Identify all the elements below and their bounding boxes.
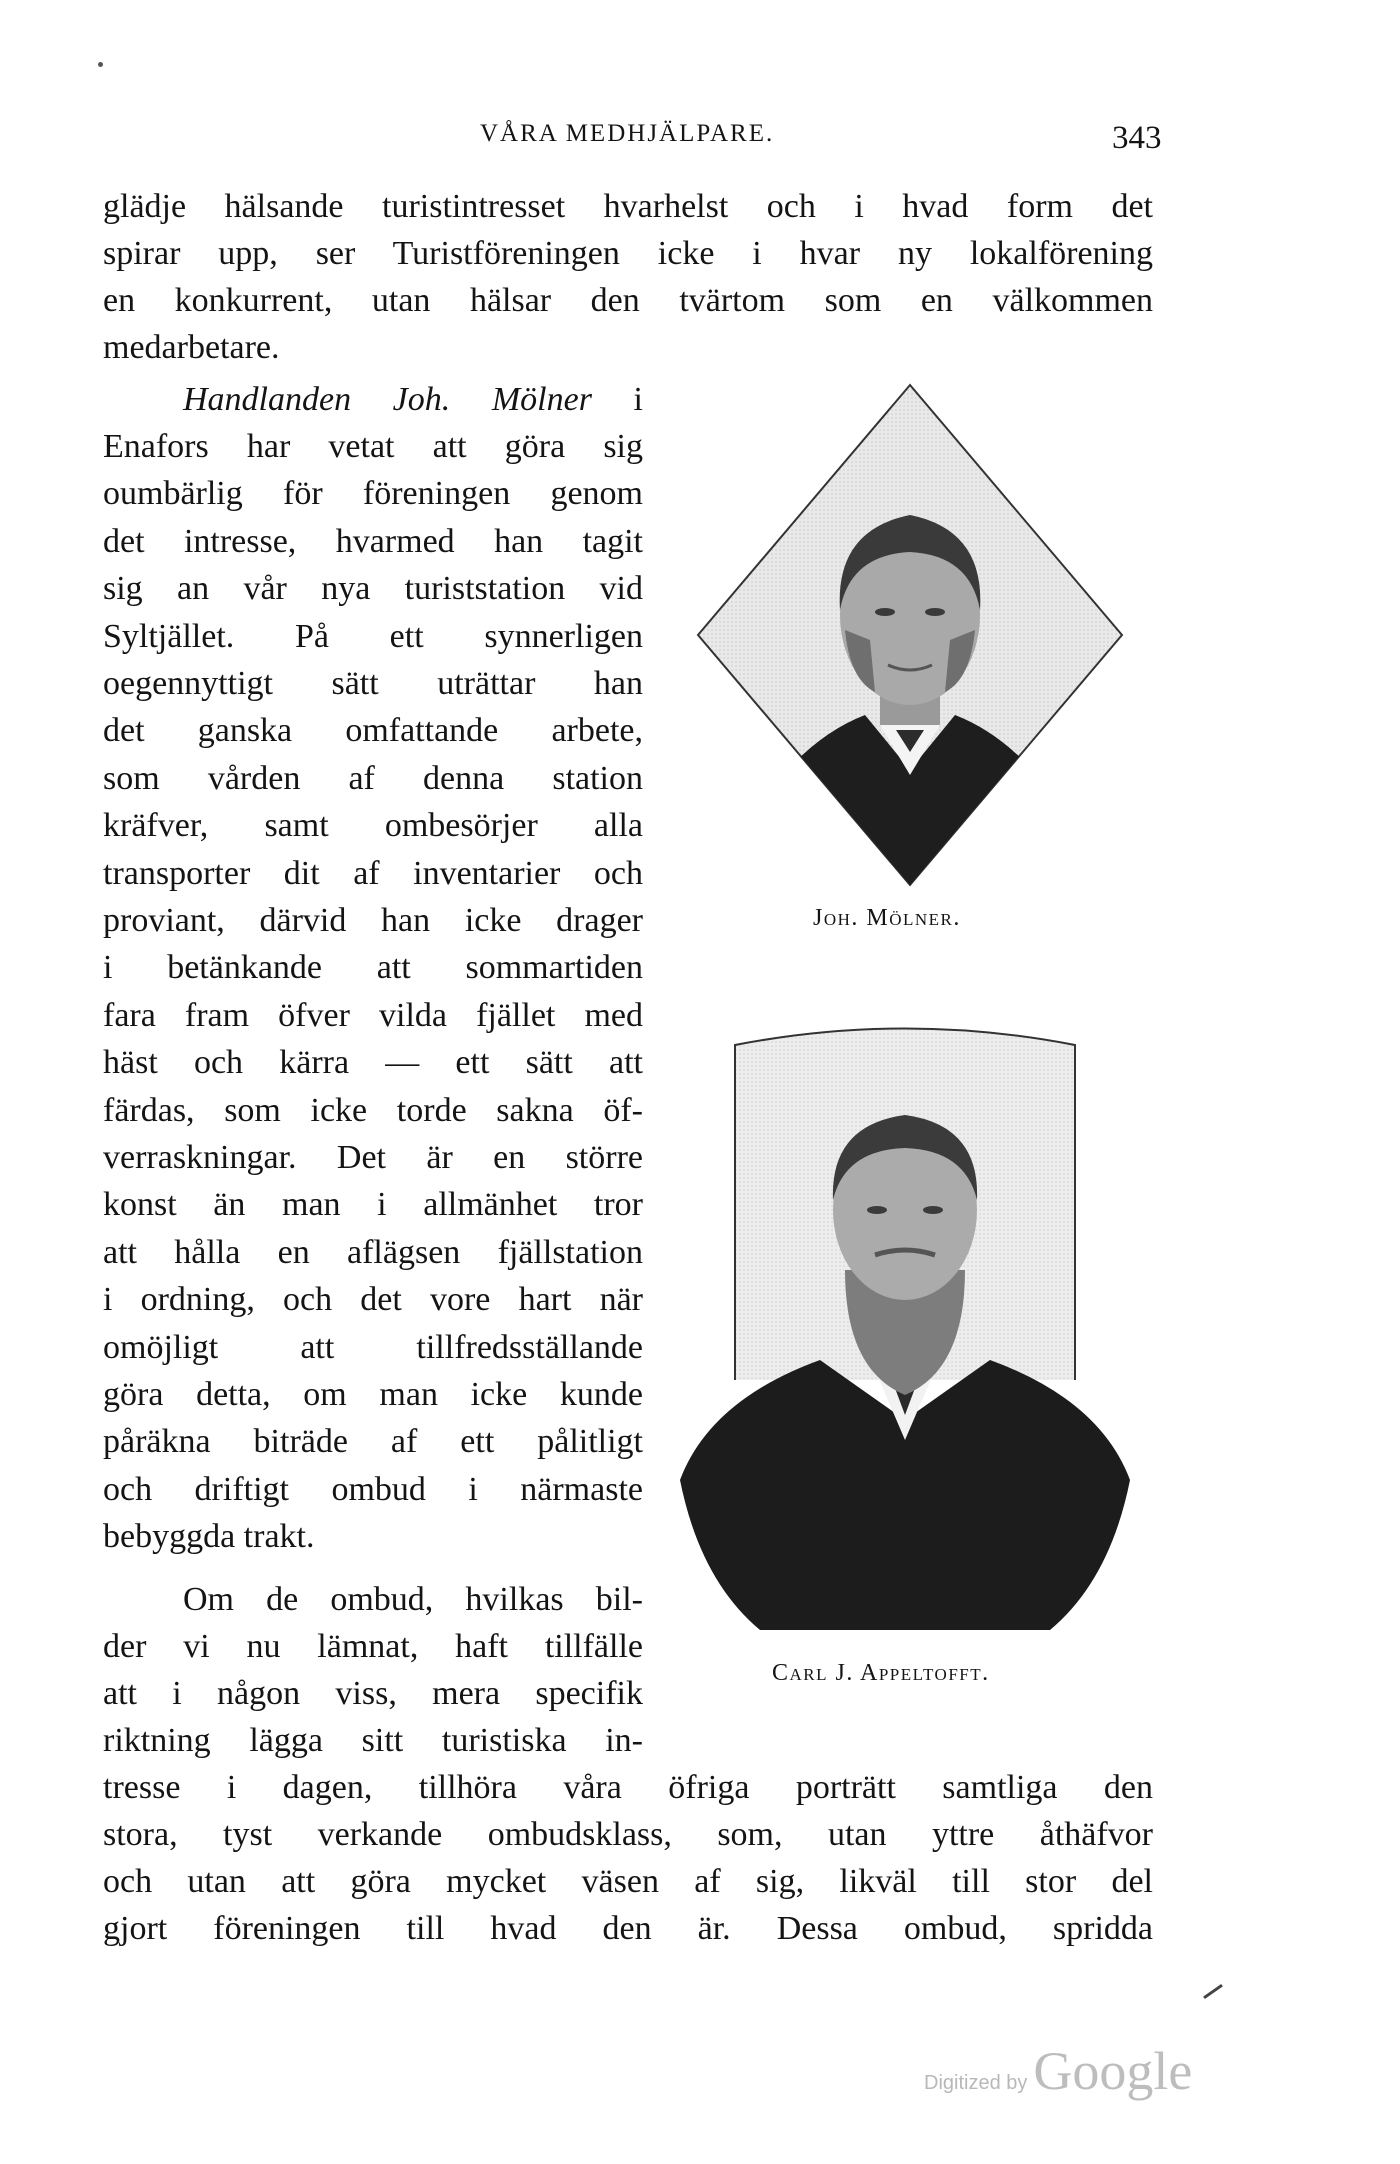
text-line: att i någon viss, mera specifik: [103, 1675, 643, 1712]
text-line: verraskningar. Det är en större: [103, 1139, 643, 1176]
text-line: riktning lägga sitt turistiska in-: [103, 1722, 643, 1759]
text-line: glädje hälsande turistintresset hvarhelst och i hvad form det: [103, 188, 1153, 225]
text-line: det intresse, hvarmed han tagit: [103, 522, 643, 560]
text-line: gjort föreningen till hvad den är. Dessa ombud, spridda: [103, 1910, 1153, 1947]
text-line: och driftigt ombud i närmaste: [103, 1470, 643, 1508]
text-line: der vi nu lämnat, haft tillfälle: [103, 1628, 643, 1665]
text-line: spirar upp, ser Turistföreningen icke i hvar ny lokalförening: [103, 235, 1153, 272]
google-logo: Google: [1033, 2041, 1193, 2101]
text-line: fara fram öfver vilda fjället med: [103, 996, 643, 1034]
text-line: häst och kärra — ett sätt att: [103, 1044, 643, 1082]
text-line: det ganska omfattande arbete,: [103, 712, 643, 750]
text-line: sig an vår nya turiststation vid: [103, 570, 643, 608]
paper-speck: [1203, 1984, 1223, 1999]
text-line: Enafors har vetat att göra sig: [103, 428, 643, 465]
text-line: kräfver, samt ombesörjer alla: [103, 807, 643, 845]
text-line: omöjligt att tillfredsställande: [103, 1328, 643, 1366]
text-line: färdas, som icke torde sakna öf-: [103, 1091, 643, 1129]
text-line: i ordning, och det vore hart när: [103, 1281, 643, 1319]
text-line: medarbetare.: [103, 329, 280, 366]
text-line: och utan att göra mycket väsen af sig, likväl till stor del: [103, 1863, 1153, 1900]
digitized-watermark: [924, 2040, 1192, 2102]
page-number: 343: [1112, 120, 1162, 156]
running-title: VÅRA MEDHJÄLPARE.: [480, 120, 775, 147]
text-line: tresse i dagen, tillhöra våra öfriga porträtt samtliga den: [103, 1769, 1153, 1806]
portrait-diamond: [690, 380, 1130, 900]
text-line: oumbärlig för föreningen genom: [103, 475, 643, 513]
text-line: bebyggda trakt.: [103, 1518, 315, 1556]
portrait-caption: Carl J. Appeltofft.: [772, 1660, 990, 1686]
text-line-mixed: [183, 378, 643, 422]
watermark-prefix: Digitized by: [924, 2072, 1028, 2094]
text-fragment: i: [591, 381, 643, 418]
text-line: i betänkande att sommartiden: [103, 949, 643, 987]
running-head: [0, 120, 1400, 160]
portrait-rectangle: [670, 1020, 1140, 1660]
text-line: stora, tyst verkande ombudsklass, som, utan yttre åthäfvor: [103, 1816, 1153, 1853]
text-line: Om de ombud, hvilkas bil-: [183, 1581, 643, 1618]
portrait-caption: Joh. Mölner.: [813, 905, 961, 931]
text-line: proviant, därvid han icke drager: [103, 902, 643, 939]
text-line: Syltjället. På ett synnerligen: [103, 617, 643, 655]
italic-name: Handlanden Joh. Mölner: [183, 381, 592, 418]
text-line: som vården af denna station: [103, 759, 643, 797]
text-line: göra detta, om man icke kunde: [103, 1376, 643, 1413]
text-line: påräkna biträde af ett pålitligt: [103, 1423, 643, 1461]
text-line: oegennyttigt sätt uträttar han: [103, 665, 643, 702]
text-line: konst än man i allmänhet tror: [103, 1186, 643, 1224]
text-line: transporter dit af inventarier och: [103, 854, 643, 892]
text-line: en konkurrent, utan hälsar den tvärtom som en välkommen: [103, 282, 1153, 319]
paper-speck: [98, 62, 103, 67]
text-line: att hålla en aflägsen fjällstation: [103, 1233, 643, 1271]
